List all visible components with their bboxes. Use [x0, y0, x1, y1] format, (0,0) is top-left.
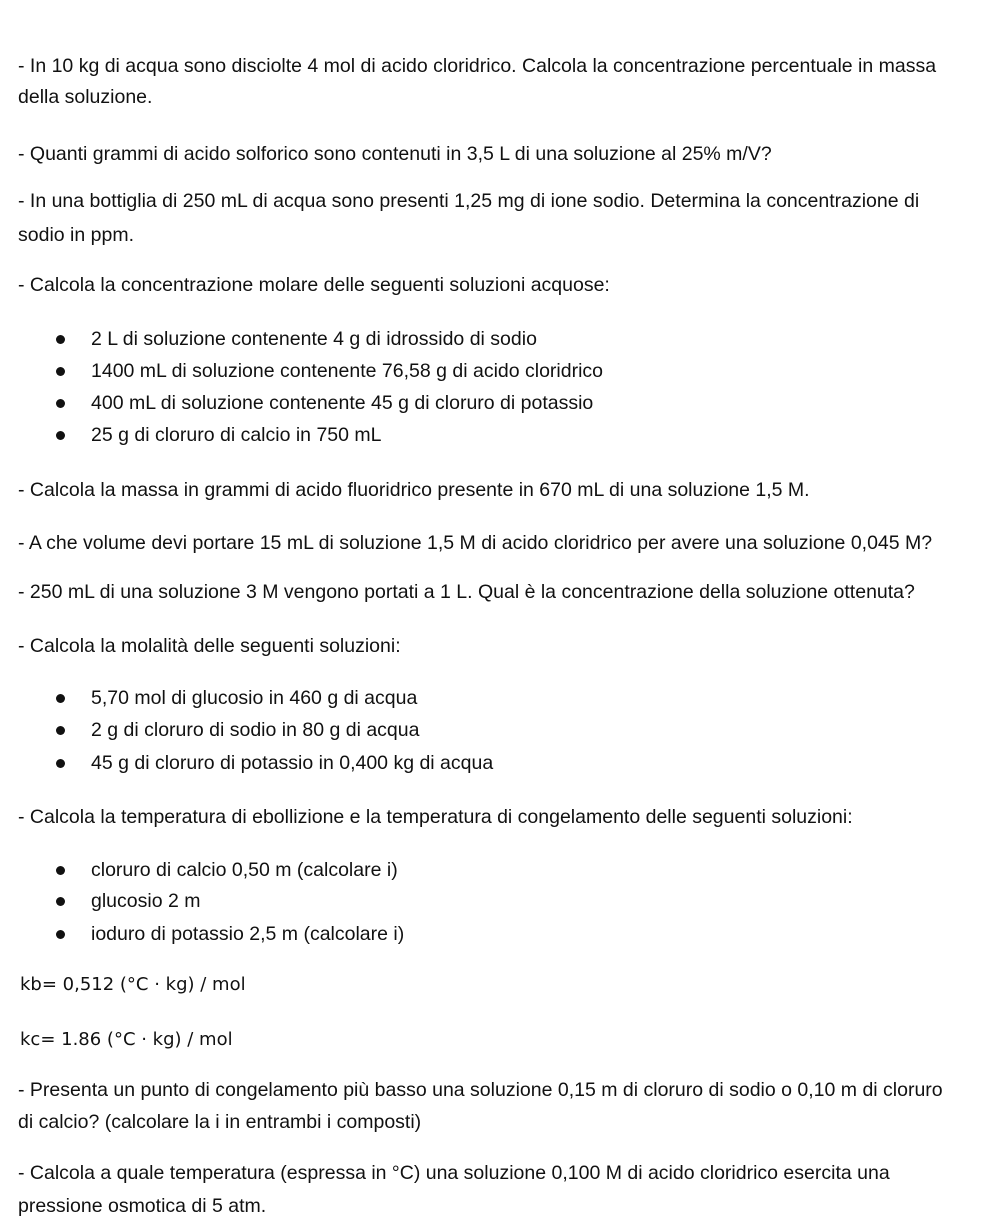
- q9-text: - Calcola la temperatura di ebollizione e la temperatura di congelamento delle seguenti soluzioni:: [18, 806, 853, 828]
- kc-constant: kc= 1.86 (°C · kg) / mol: [20, 1029, 233, 1050]
- bullet-dot: [56, 759, 65, 768]
- list-item-text: 2 g di cloruro di sodio in 80 g di acqua: [91, 719, 420, 741]
- list-item-text: glucosio 2 m: [91, 890, 201, 912]
- bullet-dot: [56, 431, 65, 440]
- bullet-dot: [56, 726, 65, 735]
- q1-text-line2: della soluzione.: [18, 86, 153, 108]
- q4-text: - Calcola la concentrazione molare delle seguenti soluzioni acquose:: [18, 274, 610, 296]
- bullet-dot: [56, 930, 65, 939]
- q11-text-line1: - Calcola a quale temperatura (espressa in °C) una soluzione 0,100 M di acido cloridrico esercita una: [18, 1162, 890, 1184]
- bullet-dot: [56, 694, 65, 703]
- q10-text-line1: - Presenta un punto di congelamento più basso una soluzione 0,15 m di cloruro di sodio o 0,10 m di cloruro: [18, 1079, 943, 1101]
- q6-text: - A che volume devi portare 15 mL di soluzione 1,5 M di acido cloridrico per avere una soluzione 0,045 M?: [18, 532, 933, 554]
- bullet-dot: [56, 367, 65, 376]
- q5-text: - Calcola la massa in grammi di acido fluoridrico presente in 670 mL di una soluzione 1,5 M.: [18, 479, 810, 501]
- q3-text-line1: - In una bottiglia di 250 mL di acqua sono presenti 1,25 mg di ione sodio. Determina la concentrazione di: [18, 190, 920, 212]
- q3-text-line2: sodio in ppm.: [18, 224, 134, 246]
- bullet-dot: [56, 335, 65, 344]
- list-item-text: 25 g di cloruro di calcio in 750 mL: [91, 424, 382, 446]
- bullet-dot: [56, 866, 65, 875]
- list-item-text: 1400 mL di soluzione contenente 76,58 g di acido cloridrico: [91, 360, 604, 382]
- list-item-text: 45 g di cloruro di potassio in 0,400 kg di acqua: [91, 752, 494, 774]
- list-item-text: ioduro di potassio 2,5 m (calcolare i): [91, 923, 405, 945]
- q1-text-line1: - In 10 kg di acqua sono disciolte 4 mol di acido cloridrico. Calcola la concentrazione percentuale in massa: [18, 55, 937, 77]
- q7-text: - 250 mL di una soluzione 3 M vengono portati a 1 L. Qual è la concentrazione della soluzione ottenuta?: [18, 581, 915, 603]
- list-item-text: cloruro di calcio 0,50 m (calcolare i): [91, 859, 398, 881]
- list-item-text: 5,70 mol di glucosio in 460 g di acqua: [91, 687, 418, 709]
- q11-text-line2: pressione osmotica di 5 atm.: [18, 1195, 267, 1217]
- bullet-dot: [56, 399, 65, 408]
- q2-text: - Quanti grammi di acido solforico sono contenuti in 3,5 L di una soluzione al 25% m/V?: [18, 143, 772, 165]
- list-item-text: 2 L di soluzione contenente 4 g di idrossido di sodio: [91, 328, 537, 350]
- q8-text: - Calcola la molalità delle seguenti soluzioni:: [18, 635, 401, 657]
- kb-constant: kb= 0,512 (°C · kg) / mol: [20, 974, 246, 995]
- q10-text-line2: di calcio? (calcolare la i in entrambi i composti): [18, 1111, 422, 1133]
- bullet-dot: [56, 897, 65, 906]
- list-item-text: 400 mL di soluzione contenente 45 g di cloruro di potassio: [91, 392, 594, 414]
